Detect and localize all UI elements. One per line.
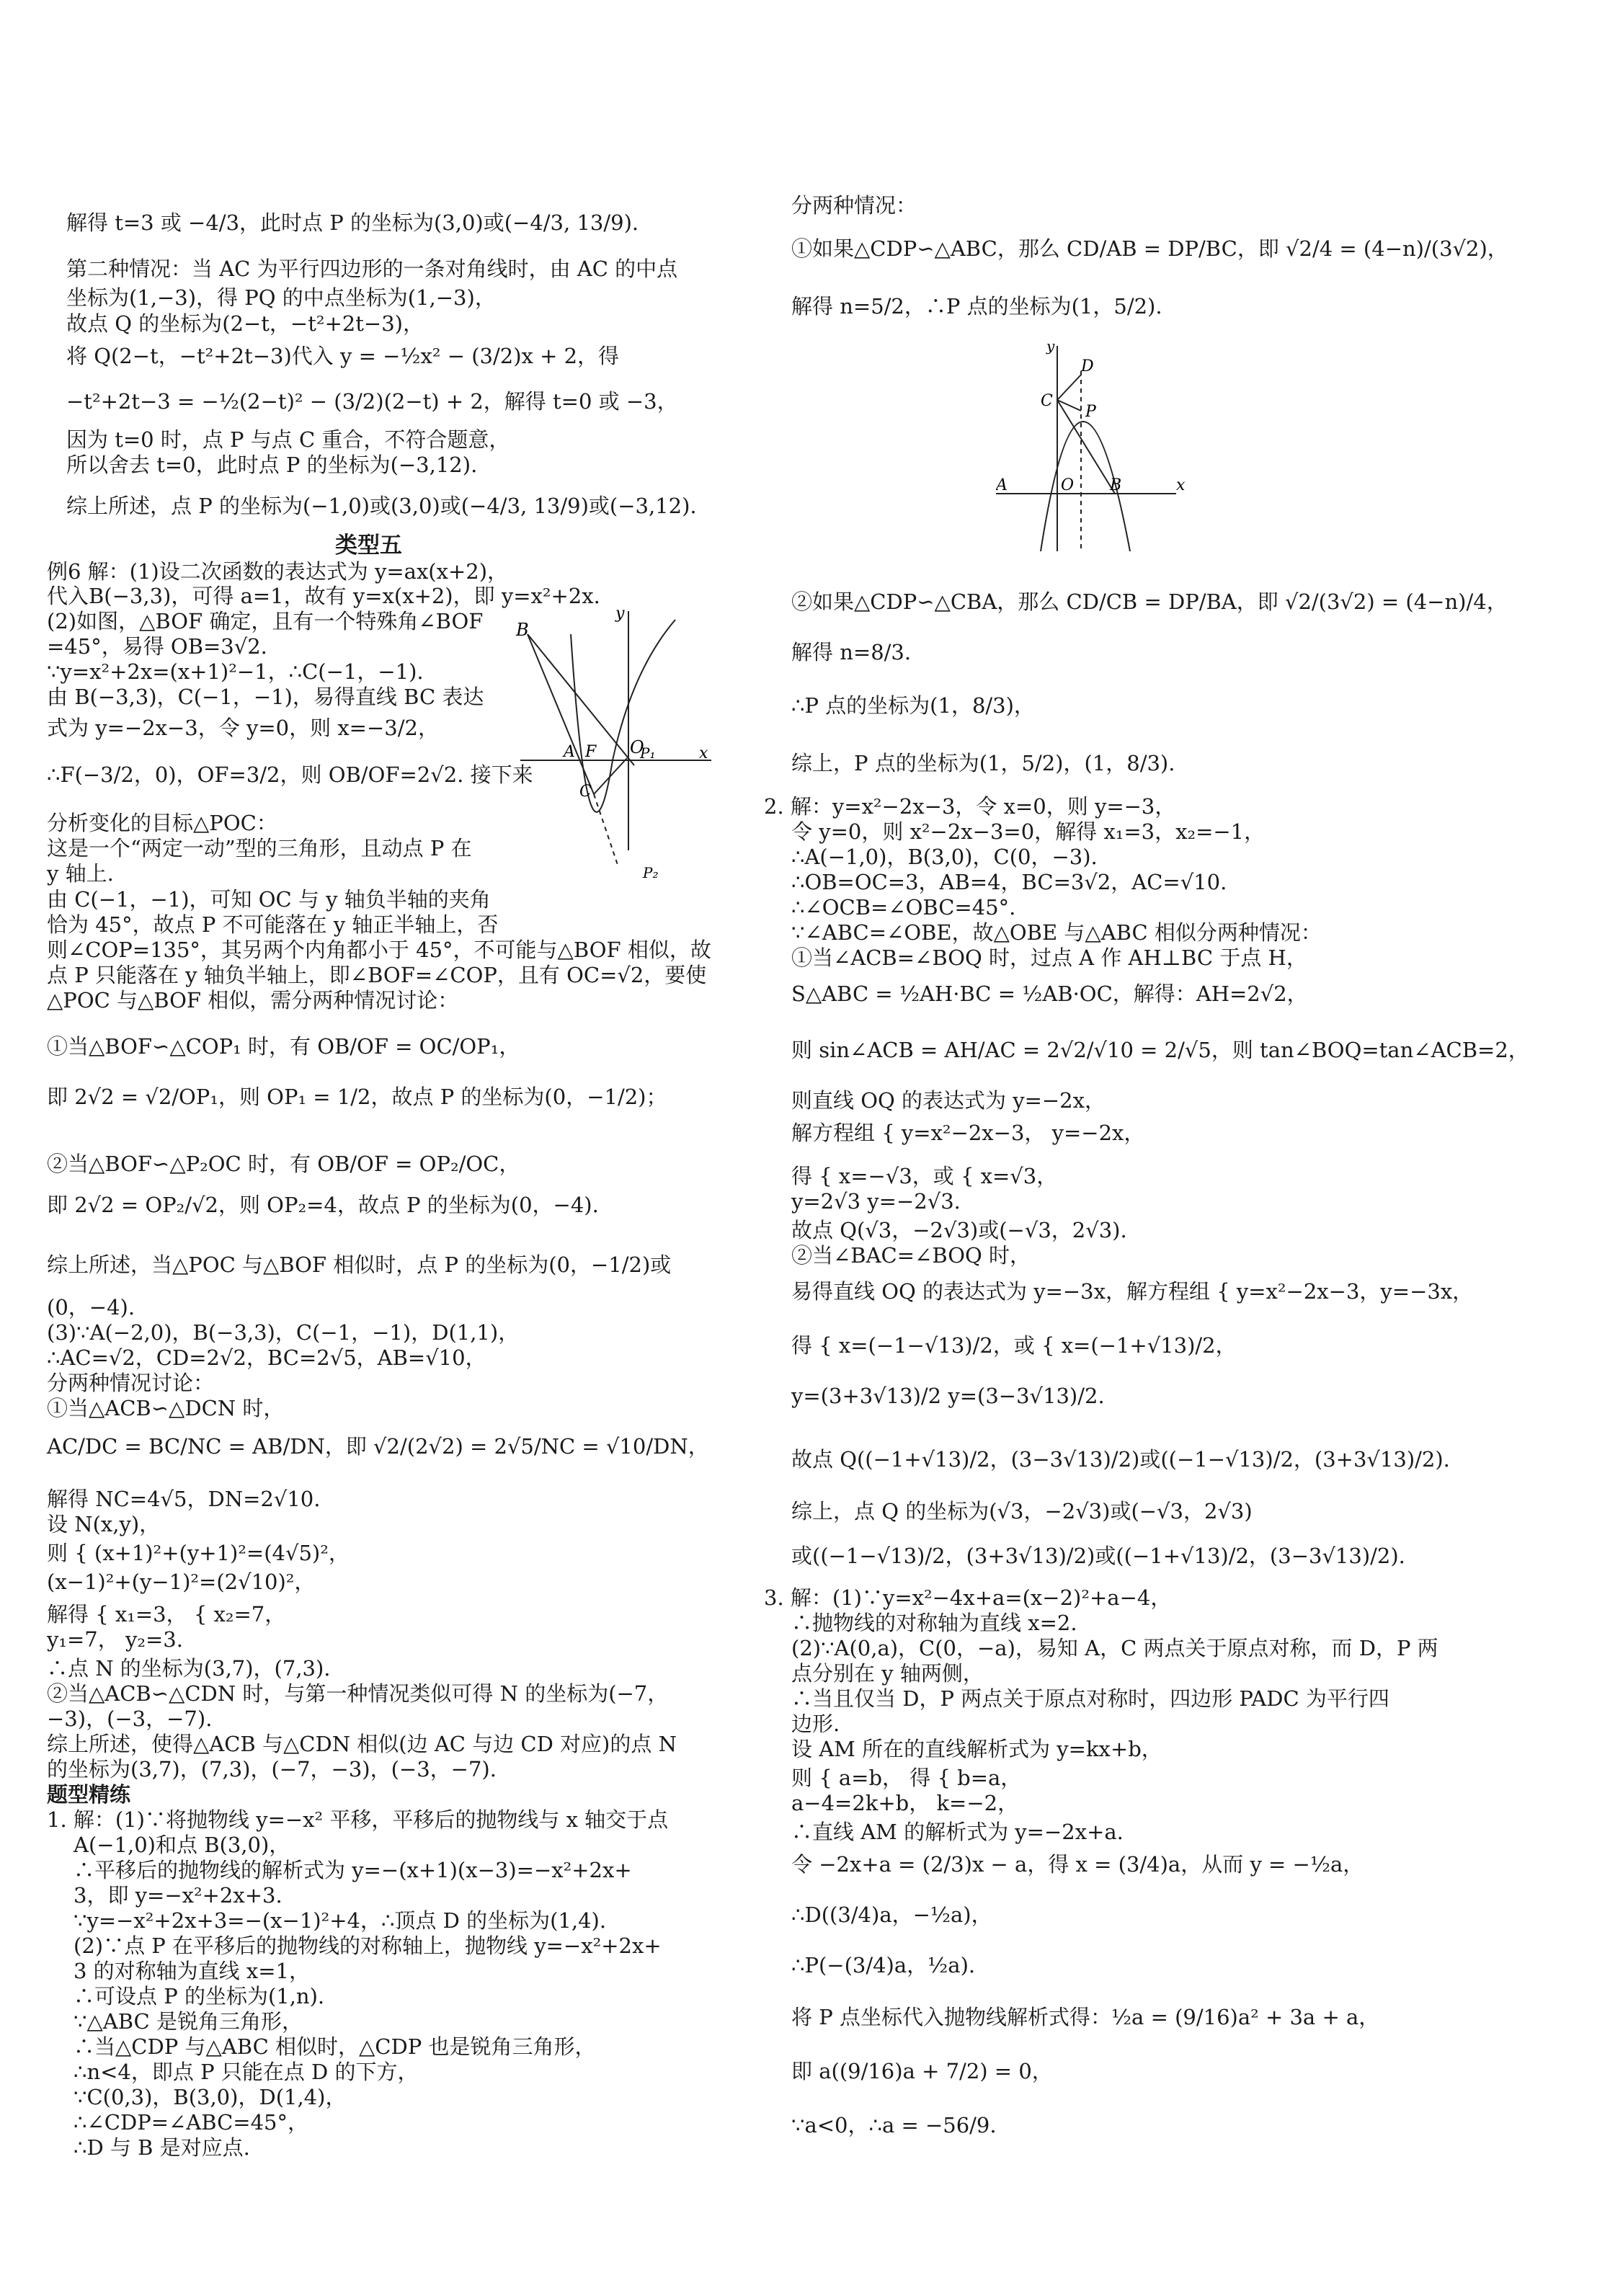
left-line: 由 B(−3,3)，C(−1，−1)，易得直线 BC 表达 bbox=[47, 685, 484, 709]
left-line: 1. 解：(1)∵将抛物线 y=−x² 平移，平移后的抛物线与 x 轴交于点 bbox=[47, 1807, 669, 1832]
right-line: 3. 解：(1)∵y=x²−4x+a=(x−2)²+a−4， bbox=[764, 1585, 1172, 1610]
left-line: =45°，易得 OB=3√2. bbox=[47, 634, 267, 659]
left-line: 点 P 只能落在 y 轴负半轴上，即∠BOF=∠COP，且有 OC=√2，要使 bbox=[47, 963, 707, 987]
right-line: 分两种情况： bbox=[791, 193, 917, 218]
left-line: (0，−4). bbox=[47, 1295, 135, 1320]
left-line: 类型五 bbox=[335, 533, 402, 559]
segment-cd bbox=[1057, 375, 1081, 400]
left-line: ∴∠CDP=∠ABC=45°， bbox=[74, 2110, 308, 2135]
left-line: 恰为 45°，故点 P 不可能落在 y 轴正半轴上，否 bbox=[47, 912, 499, 937]
left-line: ∴点 N 的坐标为(3,7)，(7,3). bbox=[47, 1656, 331, 1681]
left-line: ∴F(−3/2，0)，OF=3/2，则 OB/OF=2√2. 接下来 bbox=[47, 762, 533, 787]
right-line: 或((−1−√13)/2，(3+3√13)/2)或((−1+√13)/2，(3−3√13)/2). bbox=[791, 1544, 1405, 1568]
left-line: y 轴上. bbox=[47, 861, 114, 886]
left-line: ∴可设点 P 的坐标为(1,n). bbox=[74, 1984, 325, 2008]
left-line: 分两种情况讨论： bbox=[47, 1371, 215, 1395]
left-line: ②当△BOF∽△P₂OC 时，有 OB/OF = OP₂/OC， bbox=[47, 1152, 520, 1176]
left-line: △POC 与△BOF 相似，需分两种情况讨论： bbox=[47, 988, 459, 1013]
right-line: ∴直线 AM 的解析式为 y=−2x+a. bbox=[791, 1820, 1124, 1844]
right-line: a−4=2k+b， k=−2， bbox=[791, 1791, 1019, 1815]
line-cp2 bbox=[594, 794, 618, 865]
right-line: (2)∵A(0,a)，C(0，−a)，易知 A，C 两点关于原点对称，而 D，P 两 bbox=[791, 1636, 1438, 1660]
label-c: C bbox=[1041, 392, 1053, 410]
left-line: (2)如图，△BOF 确定，且有一个特殊角∠BOF bbox=[47, 609, 484, 633]
left-line: (x−1)²+(y−1)²=(2√10)²， bbox=[47, 1570, 316, 1594]
right-line: 令 −2x+a = (2/3)x − a，得 x = (3/4)a，从而 y = −½a， bbox=[791, 1852, 1364, 1877]
label-a: A bbox=[564, 743, 575, 761]
left-line: 即 2√2 = OP₂/√2，则 OP₂=4，故点 P 的坐标为(0，−4). bbox=[47, 1193, 599, 1217]
right-line: 边形. bbox=[791, 1712, 840, 1736]
label-y: y bbox=[615, 605, 625, 623]
right-line: ∴OB=OC=3，AB=4，BC=3√2，AC=√10. bbox=[791, 870, 1227, 894]
left-line: 所以舍去 t=0，此时点 P 的坐标为(−3,12). bbox=[66, 453, 478, 477]
left-line: 代入B(−3,3)，可得 a=1，故有 y=x(x+2)，即 y=x²+2x. bbox=[47, 584, 600, 608]
left-line: A(−1,0)和点 B(3,0)， bbox=[74, 1833, 290, 1857]
right-line: 2. 解：y=x²−2x−3，令 x=0，则 y=−3， bbox=[764, 794, 1176, 819]
label-o: O bbox=[1061, 476, 1075, 494]
label-x: x bbox=[699, 744, 708, 762]
right-line: y=2√3 y=−2√3. bbox=[791, 1189, 961, 1214]
right-line: 则 sin∠ACB = AH/AC = 2√2/√10 = 2/√5，则 tan∠BOQ=tan∠ACB=2， bbox=[791, 1038, 1529, 1062]
left-line: 这是一个“两定一动”型的三角形，且动点 P 在 bbox=[47, 836, 472, 860]
left-line: 式为 y=−2x−3，令 y=0，则 x=−3/2， bbox=[47, 716, 439, 740]
left-line: 题型精练 bbox=[47, 1782, 131, 1807]
left-line: ∴D 与 B 是对应点. bbox=[74, 2135, 250, 2160]
right-line: ∴P(−(3/4)a，½a). bbox=[791, 1953, 976, 1977]
left-line: ①当△BOF∽△COP₁ 时，有 OB/OF = OC/OP₁， bbox=[47, 1034, 520, 1059]
left-line: −t²+2t−3 = −½(2−t)² − (3/2)(2−t) + 2，解得 t=0 或 −3， bbox=[66, 389, 678, 414]
left-line: 第二种情况：当 AC 为平行四边形的一条对角线时，由 AC 的中点 bbox=[66, 257, 678, 281]
right-line: 点分别在 y 轴两侧， bbox=[791, 1661, 984, 1686]
problem1-figure bbox=[996, 342, 1198, 559]
left-line: y₁=7， y₂=3. bbox=[47, 1627, 183, 1652]
left-line: ∴当△CDP 与△ABC 相似时，△CDP 也是锐角三角形， bbox=[74, 2034, 596, 2059]
right-line: ①如果△CDP∽△ABC，那么 CD/AB = DP/BC，即 √2/4 = (4−n)/(3√2)， bbox=[791, 236, 1508, 261]
left-line: 则∠COP=135°，其另两个内角都小于 45°，不可能与△BOF 相似，故 bbox=[47, 938, 711, 962]
right-line: ②当∠BAC=∠BOQ 时， bbox=[791, 1243, 1031, 1268]
right-line: ∴D((3/4)a，−½a)， bbox=[791, 1903, 992, 1927]
label-b: B bbox=[1110, 476, 1122, 494]
example6-figure bbox=[513, 605, 722, 879]
right-line: y=(3+3√13)/2 y=(3−3√13)/2. bbox=[791, 1384, 1105, 1408]
left-line: ∴平移后的抛物线的解析式为 y=−(x+1)(x−3)=−x²+2x+ bbox=[74, 1858, 632, 1882]
label-y: y bbox=[1046, 342, 1055, 355]
right-line: 令 y=0，则 x²−2x−3=0，解得 x₁=3，x₂=−1， bbox=[791, 819, 1266, 844]
left-line: 综上所述，使得△ACB 与△CDN 相似(边 AC 与边 CD 对应)的点 N bbox=[47, 1732, 677, 1756]
left-line: ②当△ACB∽△CDN 时，与第一种情况类似可得 N 的坐标为(−7， bbox=[47, 1681, 669, 1706]
label-p2: P₂ bbox=[643, 864, 659, 879]
left-line: 3 的对称轴为直线 x=1， bbox=[74, 1959, 310, 1983]
line-co bbox=[594, 758, 627, 794]
left-line: 则 { (x+1)²+(y+1)²=(4√5)²， bbox=[47, 1541, 350, 1565]
right-line: 设 AM 所在的直线解析式为 y=kx+b， bbox=[791, 1737, 1162, 1761]
left-line: 解得 { x₁=3， { x₂=7， bbox=[47, 1602, 286, 1627]
right-line: 得 { x=−√3，或 { x=√3， bbox=[791, 1164, 1058, 1188]
left-line: ∵C(0,3)，B(3,0)，D(1,4)， bbox=[74, 2085, 347, 2109]
right-line: 即 a((9/16)a + 7/2) = 0， bbox=[791, 2059, 1053, 2083]
right-line: 解得 n=8/3. bbox=[791, 640, 912, 664]
left-line: −3)，(−3，−7). bbox=[47, 1707, 213, 1731]
right-line: 解方程组 { y=x²−2x−3， y=−2x， bbox=[791, 1121, 1145, 1145]
label-c: C bbox=[579, 783, 592, 801]
label-b: B bbox=[516, 620, 529, 640]
left-line: 故点 Q 的坐标为(2−t，−t²+2t−3)， bbox=[66, 311, 424, 336]
left-line: ∵y=x²+2x=(x+1)²−1，∴C(−1，−1). bbox=[47, 659, 424, 684]
right-line: 综上，点 Q 的坐标为(√3，−2√3)或(−√3，2√3) bbox=[791, 1499, 1253, 1523]
left-line: AC/DC = BC/NC = AB/DN，即 √2/(2√2) = 2√5/NC = √10/DN， bbox=[47, 1434, 709, 1459]
right-line: 易得直线 OQ 的表达式为 y=−3x，解方程组 { y=x²−2x−3，y=−3x， bbox=[791, 1279, 1474, 1304]
right-line: 故点 Q((−1+√13)/2，(3−3√13)/2)或((−1−√13)/2，(3+3√13)/2). bbox=[791, 1447, 1450, 1472]
left-line: 3，即 y=−x²+2x+3. bbox=[74, 1883, 283, 1908]
left-line: (3)∵A(−2,0)，B(−3,3)，C(−1，−1)，D(1,1)， bbox=[47, 1320, 520, 1345]
right-line: 得 { x=(−1−√13)/2，或 { x=(−1+√13)/2， bbox=[791, 1333, 1237, 1358]
label-a: A bbox=[996, 476, 1008, 494]
left-line: 例6 解：(1)设二次函数的表达式为 y=ax(x+2)， bbox=[47, 559, 509, 584]
left-line: ∴AC=√2，CD=2√2，BC=2√5，AB=√10， bbox=[47, 1345, 486, 1370]
left-line: 综上所述，当△POC 与△BOF 相似时，点 P 的坐标为(0，−1/2)或 bbox=[47, 1252, 672, 1277]
left-line: 即 2√2 = √2/OP₁，则 OP₁ = 1/2，故点 P 的坐标为(0，−1/2)； bbox=[47, 1085, 667, 1109]
left-line: 解得 t=3 或 −4/3，此时点 P 的坐标为(3,0)或(−4/3, 13/9). bbox=[66, 210, 639, 235]
left-line: ∵y=−x²+2x+3=−(x−1)²+4，∴顶点 D 的坐标为(1,4). bbox=[74, 1908, 607, 1933]
right-line: ∴P 点的坐标为(1，8/3)， bbox=[791, 693, 1035, 718]
left-line: 设 N(x,y)， bbox=[47, 1512, 161, 1536]
right-line: ∵a<0，∴a = −56/9. bbox=[791, 2113, 997, 2137]
right-line: ∴抛物线的对称轴为直线 x=2. bbox=[791, 1611, 1077, 1635]
label-d: D bbox=[1081, 357, 1094, 375]
right-line: ②如果△CDP∽△CBA，那么 CD/CB = DP/BA，即 √2/(3√2) = (4−n)/4， bbox=[791, 589, 1508, 614]
left-line: (2)∵点 P 在平移后的抛物线的对称轴上，抛物线 y=−x²+2x+ bbox=[74, 1934, 662, 1958]
label-o: O bbox=[630, 737, 644, 757]
right-line: 综上，P 点的坐标为(1，5/2)，(1，8/3). bbox=[791, 751, 1175, 775]
left-line: 由 C(−1，−1)，可知 OC 与 y 轴负半轴的夹角 bbox=[47, 887, 491, 912]
label-x: x bbox=[1176, 476, 1186, 494]
left-line: 因为 t=0 时，点 P 与点 C 重合，不符合题意， bbox=[66, 427, 510, 452]
right-line: ∴∠OCB=∠OBC=45°. bbox=[791, 895, 1016, 920]
left-line: 分析变化的目标△POC： bbox=[47, 811, 277, 835]
left-line: 坐标为(1,−3)，得 PQ 的中点坐标为(1,−3)， bbox=[66, 285, 496, 310]
label-p: P bbox=[1085, 403, 1096, 421]
left-line: ∴n<4，即点 P 只能在点 D 的下方， bbox=[74, 2060, 419, 2084]
left-line: ①当△ACB∽△DCN 时， bbox=[47, 1396, 285, 1420]
left-line: 综上所述，点 P 的坐标为(−1,0)或(3,0)或(−4/3, 13/9)或(−3,12). bbox=[66, 494, 697, 518]
right-line: ∵∠ABC=∠OBE，故△OBE 与△ABC 相似分两种情况： bbox=[791, 920, 1322, 945]
label-p1: P₁ bbox=[640, 744, 656, 762]
right-line: 则直线 OQ 的表达式为 y=−2x， bbox=[791, 1088, 1106, 1113]
right-line: 则 { a=b， 得 { b=a， bbox=[791, 1766, 1022, 1790]
right-line: 故点 Q(√3，−2√3)或(−√3，2√3). bbox=[791, 1218, 1127, 1242]
label-f: F bbox=[585, 743, 597, 761]
line-bc bbox=[528, 634, 594, 794]
right-line: ∴A(−1,0)，B(3,0)，C(0，−3). bbox=[791, 845, 1098, 869]
left-line: 解得 NC=4√5，DN=2√10. bbox=[47, 1487, 321, 1511]
left-line: 的坐标为(3,7)，(7,3)，(−7，−3)，(−3，−7). bbox=[47, 1757, 497, 1781]
left-line: 将 Q(2−t，−t²+2t−3)代入 y = −½x² − (3/2)x + 2，得 bbox=[66, 344, 620, 368]
right-line: ①当∠ACB=∠BOQ 时，过点 A 作 AH⊥BC 于点 H， bbox=[791, 945, 1307, 970]
right-line: 解得 n=5/2，∴P 点的坐标为(1，5/2). bbox=[791, 294, 1162, 319]
right-line: 将 P 点坐标代入抛物线解析式得：½a = (9/16)a² + 3a + a， bbox=[791, 2005, 1380, 2029]
right-line: ∴当且仅当 D，P 两点关于原点对称时，四边形 PADC 为平行四 bbox=[791, 1686, 1389, 1711]
right-line: S△ABC = ½AH·BC = ½AB·OC，解得：AH=2√2， bbox=[791, 982, 1308, 1006]
left-line: ∵△ABC 是锐角三角形， bbox=[74, 2009, 303, 2034]
